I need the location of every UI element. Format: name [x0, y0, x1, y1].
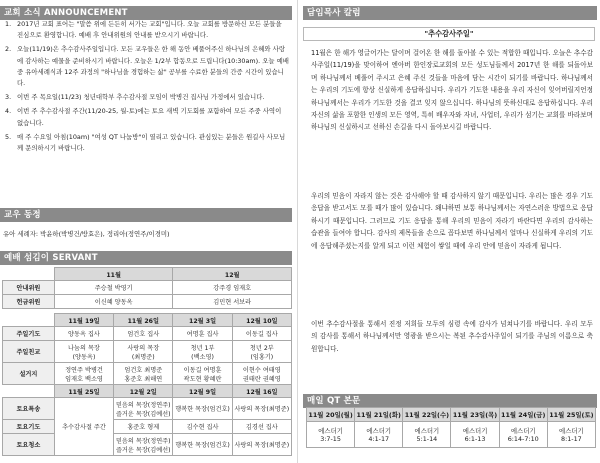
servant-header: 예배 섬김이 SERVANT — [0, 251, 292, 265]
announcement-number: 2. — [5, 45, 12, 54]
announcement-number: 5. — [5, 132, 12, 141]
row-label: 헌금위원 — [3, 295, 55, 309]
date-header: 12월 16일 — [232, 385, 291, 398]
servant-cell: 홍준호 형제 — [114, 420, 173, 434]
date-header: 11월 26일 — [114, 314, 173, 327]
announcement-number: 3. — [5, 93, 12, 102]
servant-cell: 김민현 서보라 — [173, 295, 292, 309]
servant-cell: 김경선 집사 — [232, 420, 291, 434]
row-label: 토요기도 — [3, 420, 55, 434]
date-header: 12월 9일 — [173, 385, 232, 398]
announcement-text: 오늘(11/19)은 추수감사주일입니다. 모든 교우들은 한 해 동안 베풀어주신 하나님의 은혜와 사랑에 감사하는 예물을 준비하시기 바랍니다. 오늘은 1/2부 합동으로 드립니다(10:30am). 오늘 예배 중 유아세례식과 12주 과정의 "하나님을 경험하는 삶" 공부를 수료한 분들의 간증 시간이 있습니다. — [17, 45, 289, 88]
servant-span-cell: 추수감사절 주간 — [54, 398, 113, 456]
servant-cell: 행복한 목장(엄건호) — [173, 398, 232, 420]
announcement-number: 4. — [5, 107, 12, 116]
servant-cell: 김수현 집사 — [173, 420, 232, 434]
servant-cell: 주승철 박영기 — [54, 281, 173, 295]
member-news-text: 유아 세례자: 박윤하(박병건/방효은), 정리아(정연주/이경미) — [3, 230, 170, 238]
servant-cell: 믿음의 목장(정연주) 즐거운 목장(김예선) — [114, 398, 173, 420]
row-label: 주일친교 — [3, 341, 55, 363]
column-paragraph-1: 11월은 한 해가 영글어가는 달이며 걸어온 한 해를 돌아볼 수 있는 적합한 때입니다. 오늘은 추수감사주일(11/19)을 맞이하여 엔아버 한인장로교회의 모든 성도님들께서 2017년 한 해를 되돌아보며 하나님께서 베풀어 주시고 은혜 주신 것들을 마음에 담는 시간이 되기를 바랍니다. 하나님께서는 우리의 기도에 항상 신실하게 응답하십니다. 우리가 기도한 내용을 우리 자신이 잊어버릴지언정 하나님께서는 우리가 기도한 것을 결코 잊지 않으십니다. 하나님의 뜻하신대로 응답하십니다. 우리 자신의 삶을 포함한 인생의 모든 영역, 특히 배우자와 자녀, 사업터, 우리가 섬기는 교회를 바라보며 하나님의 신실하시고 선하신 손길을 다시 돌아보시길 바랍니다. — [311, 49, 593, 132]
servant-cell: 강주경 임재호 — [173, 281, 292, 295]
qt-day: 11월 20일(월) — [307, 408, 355, 422]
announcement-list — [3, 19, 289, 157]
announcement-item — [3, 132, 289, 154]
qt-passage: 에스더기 6:14-7:10 — [499, 422, 547, 448]
member-news-header: 교우 동정 — [0, 208, 292, 222]
qt-passage: 에스더기 5:1-14 — [403, 422, 451, 448]
servant-cell: 행복한 목장(엄건호) — [173, 434, 232, 456]
servant-cell: 믿음의 목장(정연주) 즐거운 목장(김예선) — [114, 434, 173, 456]
qt-table — [306, 407, 596, 448]
servant-cell: 이동길 집사 — [232, 327, 291, 341]
qt-passage: 에스더기 6:1-13 — [451, 422, 499, 448]
servant-cell: 사랑의 목장(최명준) — [232, 398, 291, 420]
row-label: 설거지 — [3, 363, 55, 385]
date-header: 12월 2일 — [114, 385, 173, 398]
column-paragraph-3: 이번 추수감사절을 통해서 진정 저희들 모두의 심령 속에 감사가 넘쳐나기를 바랍니다. 우리 모두의 감사를 통해서 하나님께서만 영광을 받으시는 복된 추수감사주일이 되기를 주님의 이름으로 축원합니다. — [311, 320, 593, 353]
servant-cell: 여명훈 집사 — [173, 327, 232, 341]
servant-cell: 엄건호 최명준 홍준호 최해연 — [114, 363, 173, 385]
servant-cell: 정연주 박병건 임재호 백소영 — [54, 363, 113, 385]
announcement-header: 교회 소식 ANNOUNCEMENT — [0, 6, 292, 20]
qt-day: 11월 21일(화) — [355, 408, 403, 422]
date-header: 12월 3일 — [173, 314, 232, 327]
qt-passage: 에스더기 8:1-17 — [547, 422, 595, 448]
month-header-nov: 11월 — [54, 268, 173, 281]
servant-cell: 엄건호 집사 — [114, 327, 173, 341]
row-label: 토요특송 — [3, 398, 55, 420]
announcement-item — [3, 92, 289, 103]
servant-cell: 사랑의 목장(최명준) — [232, 434, 291, 456]
column-paragraph-2: 우리의 믿음이 자라지 않는 것은 감사해야 할 때 감사하지 않기 때문입니다. 우리는 많은 경우 기도 응답을 받고서도 모를 때가 많이 있습니다. 왜냐하면 보통 하나님께서는 자연스러운 방법으로 응답하시기 때문입니다. 그러므로 기도 응답을 통해 우리의 믿음이 자라기 바란다면 우리의 감사하는 습관을 들여야 합니다. 감사의 제목들을 손으로 꼽다보면 하나님께서 얼마나 신실하게 우리의 기도에 응답해주셨는지를 알게 되고 이런 체험이 쌓일 때에 우리 안에 믿음이 자라게 됩니다. — [311, 192, 593, 250]
servant-cell: 이현수 여태영 권태란 권혜영 — [232, 363, 291, 385]
date-header: 12월 10일 — [232, 314, 291, 327]
qt-day: 11월 25일(토) — [547, 408, 595, 422]
servant-cell: 나눔의 목장 (양동옥) — [54, 341, 113, 363]
servant-cell: 사랑의 목장 (최명준) — [114, 341, 173, 363]
qt-passage: 에스더기 3:7-15 — [307, 422, 355, 448]
servant-cell: 이신혜 양동옥 — [54, 295, 173, 309]
servant-top-table — [2, 267, 292, 309]
announcement-text: 2017년 교회 표어는 "말씀 위에 든든히 서가는 교회"입니다. 오늘 교회를 방문하신 모든 분들을 진심으로 환영합니다. 예배 후 안내위원의 안내를 받으시기 바랍니다. — [17, 20, 282, 40]
row-label: 안내위원 — [3, 281, 55, 295]
qt-day: 11월 24일(금) — [499, 408, 547, 422]
servant-sunday-table — [2, 313, 292, 385]
column-divider — [297, 0, 298, 463]
month-header-dec: 12월 — [173, 268, 292, 281]
servant-cell: 청년 2부 (임홍기) — [232, 341, 291, 363]
servant-cell: 이동길 여명훈 곽도현 황혜란 — [173, 363, 232, 385]
servant-cell: 청년 1부 (백소영) — [173, 341, 232, 363]
announcement-text: 이번 주 목요일(11/23) 청년대학부 추수감사절 모임이 박병건 집사님 가정에서 있습니다. — [17, 93, 265, 102]
qt-passage: 에스더기 4:1-17 — [355, 422, 403, 448]
qt-header: 매일 QT 본문 — [303, 394, 597, 408]
empty-cell — [3, 385, 55, 398]
announcement-item — [3, 19, 289, 41]
row-label: 토요청소 — [3, 434, 55, 456]
qt-day: 11월 23일(목) — [451, 408, 499, 422]
empty-cell — [3, 314, 55, 327]
pastor-column-header: 담임목사 칼럼 — [303, 6, 597, 20]
announcement-number: 1. — [5, 20, 12, 28]
column-title: "추수감사주일" — [303, 27, 595, 41]
servant-cell: 양동옥 집사 — [54, 327, 113, 341]
announcement-item — [3, 106, 289, 128]
servant-saturday-table — [2, 384, 292, 456]
announcement-text: 이번 주 추수감사절 주간(11/20-25, 월-토)에는 토요 새벽 기도회를 포함하여 모든 주중 사역이 없습니다. — [17, 107, 282, 127]
announcement-item — [3, 44, 289, 89]
date-header: 11월 25일 — [54, 385, 113, 398]
date-header: 11월 19일 — [54, 314, 113, 327]
row-label: 주일기도 — [3, 327, 55, 341]
announcement-text: 매 주 수요일 아침(10am) "여성 QT 나눔방"이 열리고 있습니다. 관심있는 분들은 원길사 사모님께 문의하시기 바랍니다. — [17, 132, 286, 153]
qt-day: 11월 22일(수) — [403, 408, 451, 422]
